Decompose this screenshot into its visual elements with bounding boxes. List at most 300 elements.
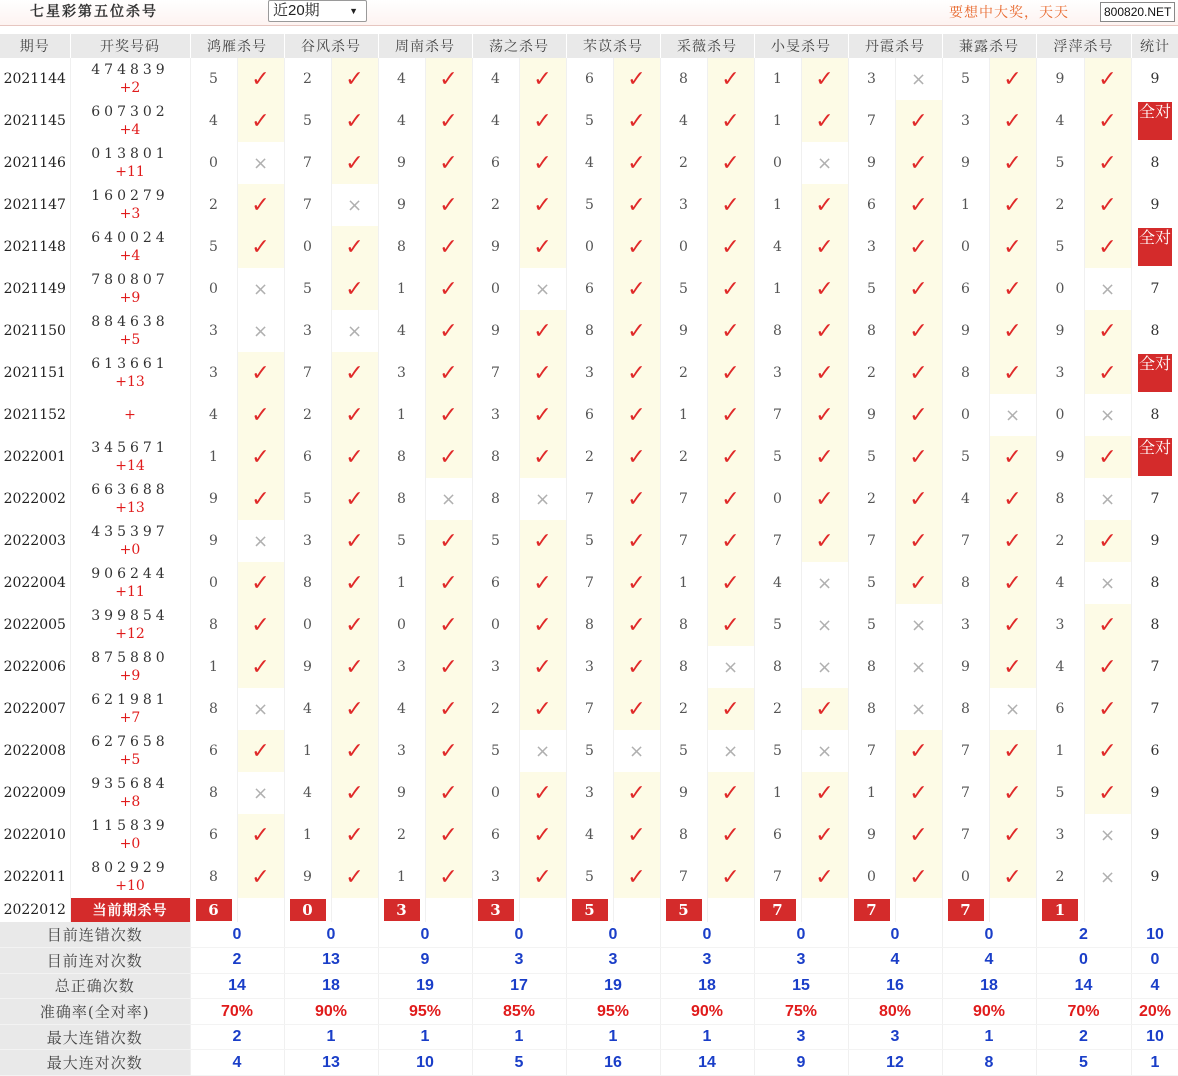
current-kill-label: 当前期杀号 (70, 898, 190, 922)
kill-number-cell: 3 (472, 394, 519, 436)
column-header-expert: 蒹露杀号 (942, 34, 1036, 58)
column-header-expert: 谷风杀号 (284, 34, 378, 58)
kill-number-cell: 9 (942, 646, 989, 688)
table-row (0, 520, 1178, 562)
draw-sum: +9 (119, 668, 141, 684)
period-cell: 2021144 (0, 58, 70, 100)
draw-numbers: 160279 (91, 188, 169, 204)
kill-number-cell: 2 (472, 184, 519, 226)
table-header (0, 34, 1178, 58)
kill-number-cell: 7 (942, 814, 989, 856)
check-icon: ✓ (425, 142, 472, 184)
kill-number-cell: 0 (190, 142, 237, 184)
check-icon: ✓ (425, 352, 472, 394)
summary-value: 14 (1036, 973, 1131, 999)
cross-icon: × (801, 604, 848, 646)
kill-number-cell: 2 (378, 814, 425, 856)
draw-sum: + (124, 407, 136, 423)
check-icon: ✓ (989, 646, 1036, 688)
summary-value: 1 (566, 1024, 660, 1050)
kill-number-cell: 2 (660, 688, 707, 730)
check-icon: ✓ (331, 58, 378, 100)
check-icon: ✓ (331, 478, 378, 520)
summary-value: 18 (942, 973, 1036, 999)
summary-value: 19 (378, 973, 472, 999)
check-icon: ✓ (613, 478, 660, 520)
kill-number-cell: 6 (190, 814, 237, 856)
period-cell: 2022006 (0, 646, 70, 688)
kill-number-cell: 0 (378, 604, 425, 646)
stat-cell: 8 (1131, 394, 1178, 436)
current-kill-number: 3 (384, 899, 420, 921)
check-icon: ✓ (331, 856, 378, 898)
kill-number-cell: 5 (566, 520, 613, 562)
current-kill-cell (190, 898, 237, 922)
kill-number-cell: 7 (660, 478, 707, 520)
kill-number-cell: 4 (942, 478, 989, 520)
check-icon: ✓ (425, 394, 472, 436)
kill-number-cell: 9 (284, 856, 331, 898)
check-icon: ✓ (425, 184, 472, 226)
check-icon: ✓ (707, 688, 754, 730)
column-header-expert: 浮萍杀号 (1036, 34, 1131, 58)
current-kill-cell (754, 898, 801, 922)
kill-number-cell: 4 (190, 100, 237, 142)
check-icon: ✓ (425, 814, 472, 856)
draw-cell (70, 310, 190, 352)
draw-numbers: 435397 (91, 524, 169, 540)
kill-number-cell: 2 (1036, 520, 1084, 562)
check-icon: ✓ (801, 856, 848, 898)
check-icon: ✓ (519, 352, 566, 394)
check-icon: ✓ (895, 142, 942, 184)
check-icon: ✓ (895, 394, 942, 436)
kill-number-cell: 5 (754, 604, 801, 646)
check-icon: ✓ (237, 856, 284, 898)
check-icon: ✓ (707, 310, 754, 352)
check-icon: ✓ (895, 814, 942, 856)
summary-value: 16 (848, 973, 942, 999)
summary-value: 0 (284, 922, 378, 948)
kill-number-cell: 3 (190, 310, 237, 352)
check-icon: ✓ (425, 310, 472, 352)
kill-number-cell: 2 (660, 142, 707, 184)
kill-number-cell: 8 (754, 310, 801, 352)
summary-row (0, 999, 1178, 1025)
stat-cell: 7 (1131, 478, 1178, 520)
kill-number-cell: 3 (754, 352, 801, 394)
check-icon: ✓ (989, 730, 1036, 772)
kill-number-cell: 4 (754, 226, 801, 268)
kill-number-cell: 7 (754, 520, 801, 562)
summary-value: 0 (190, 922, 284, 948)
kill-number-cell: 0 (754, 142, 801, 184)
column-header-expert: 荡之杀号 (472, 34, 566, 58)
kill-number-cell: 4 (1036, 562, 1084, 604)
stat-cell: 8 (1131, 604, 1178, 646)
dropdown-arrow-icon: ▼ (349, 6, 358, 16)
kill-number-cell: 5 (190, 58, 237, 100)
draw-sum: +11 (115, 164, 145, 180)
check-icon: ✓ (613, 856, 660, 898)
kill-number-cell: 2 (1036, 856, 1084, 898)
column-header-expert: 鸿雁杀号 (190, 34, 284, 58)
summary-value: 0 (848, 922, 942, 948)
summary-value: 95% (378, 999, 472, 1025)
kill-number-cell: 4 (1036, 100, 1084, 142)
kill-number-cell: 3 (378, 730, 425, 772)
period-cell: 2021150 (0, 310, 70, 352)
column-header-expert: 芣苡杀号 (566, 34, 660, 58)
period-cell: 2022007 (0, 688, 70, 730)
all-correct-badge: 全对 (1138, 438, 1172, 476)
stat-cell: 9 (1131, 856, 1178, 898)
summary-value: 3 (754, 948, 848, 974)
summary-value: 19 (566, 973, 660, 999)
kill-number-cell: 3 (848, 58, 895, 100)
summary-value: 5 (472, 1050, 566, 1076)
column-header-period: 期号 (0, 34, 70, 58)
kill-number-cell: 0 (1036, 268, 1084, 310)
stat-cell: 9 (1131, 184, 1178, 226)
cross-icon: × (801, 730, 848, 772)
draw-numbers: 802929 (91, 860, 169, 876)
kill-number-cell: 9 (472, 226, 519, 268)
summary-value: 85% (472, 999, 566, 1025)
check-icon: ✓ (331, 814, 378, 856)
cross-icon: × (237, 310, 284, 352)
current-kill-cell (378, 898, 425, 922)
kill-number-cell: 5 (660, 268, 707, 310)
check-icon: ✓ (895, 772, 942, 814)
summary-value: 70% (1036, 999, 1131, 1025)
kill-number-cell: 0 (942, 394, 989, 436)
summary-value: 9 (754, 1050, 848, 1076)
check-icon: ✓ (1084, 142, 1131, 184)
table-row (0, 436, 1178, 478)
kill-number-cell: 5 (754, 730, 801, 772)
check-icon: ✓ (519, 100, 566, 142)
cross-icon: × (1084, 478, 1131, 520)
summary-value: 90% (942, 999, 1036, 1025)
cross-icon: × (989, 394, 1036, 436)
stat-cell (1131, 100, 1178, 142)
kill-number-cell: 4 (284, 772, 331, 814)
check-icon: ✓ (613, 604, 660, 646)
draw-cell (70, 772, 190, 814)
draw-sum: +14 (115, 458, 145, 474)
check-icon: ✓ (801, 478, 848, 520)
check-icon: ✓ (1084, 772, 1131, 814)
check-icon: ✓ (519, 310, 566, 352)
check-icon: ✓ (425, 436, 472, 478)
column-header-expert: 小旻杀号 (754, 34, 848, 58)
draw-cell (70, 184, 190, 226)
check-icon: ✓ (707, 520, 754, 562)
check-icon: ✓ (989, 310, 1036, 352)
kill-number-cell: 9 (848, 814, 895, 856)
kill-number-cell: 8 (660, 646, 707, 688)
check-icon: ✓ (1084, 226, 1131, 268)
table-row (0, 310, 1178, 352)
check-icon: ✓ (331, 646, 378, 688)
summary-value: 18 (284, 973, 378, 999)
kill-number-cell: 4 (660, 100, 707, 142)
summary-label: 最大连错次数 (0, 1024, 190, 1050)
summary-value: 1 (942, 1024, 1036, 1050)
kill-number-cell: 2 (754, 688, 801, 730)
draw-numbers: 607302 (91, 104, 169, 120)
check-icon: ✓ (989, 226, 1036, 268)
period-cell: 2022003 (0, 520, 70, 562)
table-row (0, 730, 1178, 772)
kill-number-cell: 1 (754, 58, 801, 100)
kill-number-cell: 5 (378, 520, 425, 562)
cross-icon: × (237, 520, 284, 562)
check-icon: ✓ (707, 352, 754, 394)
check-icon: ✓ (1084, 604, 1131, 646)
draw-sum: +10 (115, 878, 145, 894)
kill-number-cell: 8 (472, 478, 519, 520)
check-icon: ✓ (613, 520, 660, 562)
summary-value: 95% (566, 999, 660, 1025)
kill-number-cell: 4 (566, 814, 613, 856)
kill-number-cell: 6 (472, 814, 519, 856)
table-row (0, 352, 1178, 394)
kill-number-cell: 2 (848, 478, 895, 520)
check-icon: ✓ (707, 478, 754, 520)
cross-icon: × (895, 58, 942, 100)
summary-label: 准确率(全对率) (0, 999, 190, 1025)
check-icon: ✓ (519, 394, 566, 436)
kill-number-cell: 4 (378, 310, 425, 352)
check-icon: ✓ (707, 814, 754, 856)
kill-number-cell: 9 (1036, 436, 1084, 478)
check-icon: ✓ (801, 226, 848, 268)
check-icon: ✓ (895, 184, 942, 226)
kill-number-cell: 8 (190, 772, 237, 814)
check-icon: ✓ (331, 142, 378, 184)
kill-number-cell: 3 (284, 520, 331, 562)
summary-value: 20% (1131, 999, 1178, 1025)
kill-number-cell: 5 (1036, 142, 1084, 184)
kill-number-cell: 3 (660, 184, 707, 226)
kill-number-cell: 0 (848, 856, 895, 898)
summary-value: 0 (660, 922, 754, 948)
kill-number-cell: 7 (284, 142, 331, 184)
kill-number-cell: 5 (660, 730, 707, 772)
current-period-row (0, 898, 1178, 922)
cross-icon: × (895, 646, 942, 688)
kill-number-cell: 9 (660, 310, 707, 352)
check-icon: ✓ (237, 814, 284, 856)
stat-cell (1131, 352, 1178, 394)
all-correct-badge: 全对 (1138, 354, 1172, 392)
summary-value: 14 (660, 1050, 754, 1076)
kill-number-cell: 5 (566, 856, 613, 898)
cross-icon: × (1084, 268, 1131, 310)
kill-number-cell: 9 (378, 184, 425, 226)
kill-number-cell: 5 (848, 268, 895, 310)
summary-label: 目前连错次数 (0, 922, 190, 948)
check-icon: ✓ (237, 730, 284, 772)
kill-number-cell: 5 (284, 478, 331, 520)
draw-numbers: 780807 (91, 272, 169, 288)
kill-number-cell: 3 (566, 352, 613, 394)
summary-value: 80% (848, 999, 942, 1025)
check-icon: ✓ (989, 436, 1036, 478)
table-row (0, 268, 1178, 310)
summary-value: 3 (566, 948, 660, 974)
cross-icon: × (331, 310, 378, 352)
check-icon: ✓ (1084, 352, 1131, 394)
summary-value: 0 (566, 922, 660, 948)
check-icon: ✓ (613, 688, 660, 730)
check-icon: ✓ (331, 772, 378, 814)
summary-value: 12 (848, 1050, 942, 1076)
check-icon: ✓ (707, 184, 754, 226)
kill-number-cell: 0 (942, 856, 989, 898)
check-icon: ✓ (613, 562, 660, 604)
draw-sum: +12 (115, 626, 145, 642)
kill-number-cell: 7 (942, 520, 989, 562)
kill-number-cell: 0 (472, 268, 519, 310)
summary-value: 0 (472, 922, 566, 948)
kill-number-cell: 5 (848, 604, 895, 646)
kill-number-cell: 1 (1036, 730, 1084, 772)
kill-number-cell: 6 (942, 268, 989, 310)
kill-number-cell: 3 (472, 856, 519, 898)
table-row (0, 226, 1178, 268)
kill-number-cell: 5 (472, 520, 519, 562)
kill-number-cell: 3 (942, 100, 989, 142)
draw-sum: +13 (115, 374, 145, 390)
kill-number-cell: 7 (566, 478, 613, 520)
summary-value: 4 (848, 948, 942, 974)
period-cell: 2021151 (0, 352, 70, 394)
check-icon: ✓ (425, 268, 472, 310)
kill-number-cell: 2 (566, 436, 613, 478)
summary-value: 2 (190, 948, 284, 974)
summary-label: 最大连对次数 (0, 1050, 190, 1076)
kill-number-cell: 8 (566, 604, 613, 646)
summary-value: 13 (284, 1050, 378, 1076)
check-icon: ✓ (895, 352, 942, 394)
check-icon: ✓ (707, 142, 754, 184)
kill-number-cell: 8 (942, 562, 989, 604)
kill-number-cell: 9 (190, 520, 237, 562)
table-body (0, 58, 1178, 922)
table-row (0, 772, 1178, 814)
kill-number-cell: 4 (472, 58, 519, 100)
kill-number-cell: 8 (660, 58, 707, 100)
cross-icon: × (1084, 562, 1131, 604)
check-icon: ✓ (613, 814, 660, 856)
check-icon: ✓ (1084, 58, 1131, 100)
current-kill-number: 7 (854, 899, 890, 921)
check-icon: ✓ (331, 226, 378, 268)
kill-number-cell: 1 (754, 268, 801, 310)
summary-value: 3 (660, 948, 754, 974)
summary-value: 16 (566, 1050, 660, 1076)
kill-number-cell: 8 (660, 814, 707, 856)
check-icon: ✓ (989, 142, 1036, 184)
check-icon: ✓ (1084, 436, 1131, 478)
check-icon: ✓ (989, 100, 1036, 142)
check-icon: ✓ (613, 142, 660, 184)
kill-number-cell: 5 (190, 226, 237, 268)
cross-icon: × (519, 268, 566, 310)
kill-number-cell: 7 (942, 772, 989, 814)
kill-number-cell: 3 (1036, 604, 1084, 646)
column-header-draw: 开奖号码 (70, 34, 190, 58)
check-icon: ✓ (801, 436, 848, 478)
period-cell: 2022004 (0, 562, 70, 604)
kill-number-cell: 5 (472, 730, 519, 772)
cross-icon: × (707, 646, 754, 688)
kill-number-cell: 7 (848, 100, 895, 142)
kill-number-cell: 5 (284, 268, 331, 310)
draw-numbers: 935684 (91, 776, 169, 792)
summary-value: 4 (1131, 973, 1178, 999)
kill-number-cell: 3 (566, 646, 613, 688)
draw-sum: +5 (119, 752, 141, 768)
draw-sum: +3 (119, 206, 141, 222)
summary-value: 9 (378, 948, 472, 974)
draw-cell (70, 226, 190, 268)
kill-number-cell: 5 (848, 562, 895, 604)
summary-label: 总正确次数 (0, 973, 190, 999)
kill-number-cell: 6 (1036, 688, 1084, 730)
table-row (0, 100, 1178, 142)
check-icon: ✓ (1084, 646, 1131, 688)
table-row (0, 646, 1178, 688)
summary-value: 3 (754, 1024, 848, 1050)
kill-number-cell: 5 (942, 58, 989, 100)
kill-number-table (0, 34, 1178, 1076)
current-kill-number: 5 (572, 899, 608, 921)
summary-row (0, 1050, 1178, 1076)
check-icon: ✓ (519, 562, 566, 604)
period-cell: 2022010 (0, 814, 70, 856)
check-icon: ✓ (707, 604, 754, 646)
summary-value: 14 (190, 973, 284, 999)
check-icon: ✓ (707, 394, 754, 436)
stat-cell: 7 (1131, 268, 1178, 310)
kill-number-cell: 7 (754, 856, 801, 898)
kill-number-cell: 2 (1036, 184, 1084, 226)
kill-number-cell: 6 (754, 814, 801, 856)
column-header-expert: 丹霞杀号 (848, 34, 942, 58)
period-cell: 2022008 (0, 730, 70, 772)
draw-cell (70, 268, 190, 310)
period-range-select[interactable] (268, 0, 367, 22)
check-icon: ✓ (895, 856, 942, 898)
check-icon: ✓ (613, 394, 660, 436)
kill-number-cell: 2 (848, 352, 895, 394)
kill-number-cell: 2 (472, 688, 519, 730)
kill-number-cell: 0 (566, 226, 613, 268)
check-icon: ✓ (1084, 184, 1131, 226)
draw-cell (70, 478, 190, 520)
kill-number-cell: 5 (942, 436, 989, 478)
kill-number-cell: 4 (378, 688, 425, 730)
kill-number-cell: 1 (378, 394, 425, 436)
kill-number-cell: 4 (378, 58, 425, 100)
check-icon: ✓ (425, 58, 472, 100)
site-domain-link[interactable]: 800820.NET (1100, 2, 1175, 22)
kill-number-cell: 8 (942, 688, 989, 730)
